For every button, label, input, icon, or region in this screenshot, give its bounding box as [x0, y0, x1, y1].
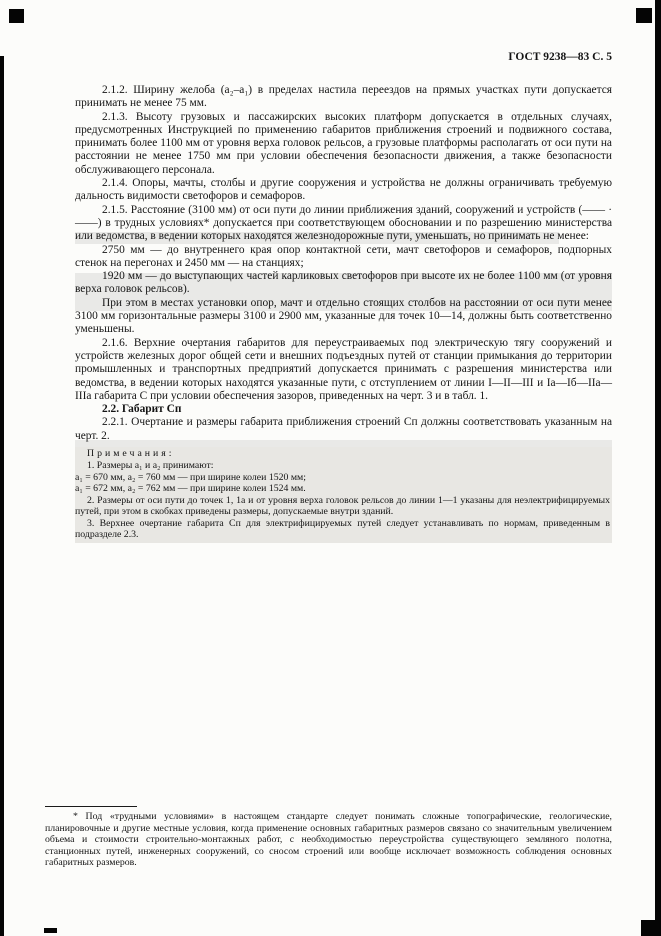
- notes-block: [75, 447, 612, 543]
- scan-artifact-left-edge: [0, 56, 4, 936]
- note-item-3: 3. Верхнее очертание габарита Сп для электрифицируемых путей следует устанавливать по нормам, приведенным в подразделе 2.3.: [75, 517, 610, 541]
- note-item-2: 2. Размеры от оси пути до точек 1, 1а и от уровня верха головок рельсов до линии 1—1 указаны для неэлектрифицируемых путей, при этом в скобках приведены размеры, допускаемые внутри зданий.: [75, 494, 610, 518]
- note-item-1-size-1524: a₁ = 672 мм, a₂ = 762 мм — при ширине колеи 1524 мм.: [75, 483, 306, 495]
- footnote: [45, 806, 612, 869]
- scan-artifact-bottom-left: [44, 928, 57, 933]
- page-content: [75, 51, 612, 543]
- paragraph-2-1-5: 2.1.5. Расстояние (3100 мм) от оси пути до линии приближения зданий, сооружений и устройств (—— · ——) в трудных условиях* допускается при соответствующем обосновании и по разрешению министерства или ведомства, в ведении которых находятся железнодорожные пути, уменьшать, но принимать не менее:: [75, 203, 612, 243]
- page-header: ГОСТ 9238—83 С. 5: [508, 51, 612, 63]
- paragraph-2-1-5-item-1920: 1920 мм — до выступающих частей карликовых светофоров при высоте их не более 1100 мм (от уровня верха головок рельсов).: [75, 270, 612, 296]
- paragraph-2-1-6: 2.1.6. Верхние очертания габаритов для переустраиваемых под электрическую тягу сооружений и устройств железных дорог общей сети и внешних подъездных путей от станции примыкания до территории промышленных и транспортных предприятий допускается принимать с разрешения министерства или ведомства, в ведении которых находятся указанные пути, с отступлением от линии I—II—III и Iа—Iб—IIа—IIIа габарита С при условии обеспечения зазоров, приведенных на черт. 3 и в табл. 1.: [75, 336, 612, 402]
- notes-title: Примечания:: [87, 448, 175, 460]
- section-heading-2-2: 2.2. Габарит Сп: [102, 403, 182, 416]
- paragraph-2-1-2: 2.1.2. Ширину желоба (a₂–a₁) в пределах настила переездов на прямых участках пути допускается принимать не менее 75 мм.: [75, 84, 612, 110]
- scan-artifact-right-edge: [655, 0, 661, 936]
- footnote-divider: [45, 806, 137, 807]
- paragraph-2-1-3: 2.1.3. Высоту грузовых и пассажирских высоких платформ допускается в отдельных случаях, предусмотренных Инструкцией по применению габаритов приближения строений и подвижного состава, принимать более 1100 мм от уровня верха головок рельсов, а грузовые платформы располагать от оси пути на расстоянии не менее 1750 мм при условии обеспечения безопасности движения, а также безопасности обслуживающего персонала.: [75, 110, 612, 176]
- scan-artifact-bottom-right: [641, 920, 661, 936]
- footnote-text: * Под «трудными условиями» в настоящем стандарте следует понимать сложные топографические, геологические, планировочные и другие местные условия, когда применение основных габаритных размеров связано со значительным увеличением объема и стоимости строительно-монтажных работ, с необходимостью переустройства существующего земляного полотна, станционных путей, инженерных сооружений, со сносом строений или вообще исключает возможность соблюдения основных габаритных размеров.: [45, 811, 612, 869]
- paragraph-2-1-5-item-2750: 2750 мм — до внутреннего края опор контактной сети, мачт светофоров и семафоров, подпорных стенок на перегонах и 2450 мм — на станциях;: [75, 243, 612, 269]
- note-item-1: 1. Размеры a₁ и a₂ принимают:: [87, 460, 214, 472]
- paragraph-2-2-1: 2.2.1. Очертание и размеры габарита приближения строений Сп должны соответствовать указанным на черт. 2.: [75, 416, 612, 442]
- scan-artifact-top-right: [636, 8, 652, 23]
- paragraph-2-1-5-closing: При этом в местах установки опор, мачт и отдельно стоящих столбов на расстоянии от оси пути менее 3100 мм горизонтальные размеры 3100 и 2900 мм, указанные для точек 10—14, должны быть соответственно уменьшены.: [75, 296, 612, 336]
- note-item-1-size-1520: a₁ = 670 мм, a₂ = 760 мм — при ширине колеи 1520 мм;: [75, 471, 306, 483]
- scan-artifact-top-left: [9, 9, 24, 23]
- paragraph-2-1-4: 2.1.4. Опоры, мачты, столбы и другие сооружения и устройства не должны ограничивать требуемую дальность видимости светофоров и семафоров.: [75, 177, 612, 203]
